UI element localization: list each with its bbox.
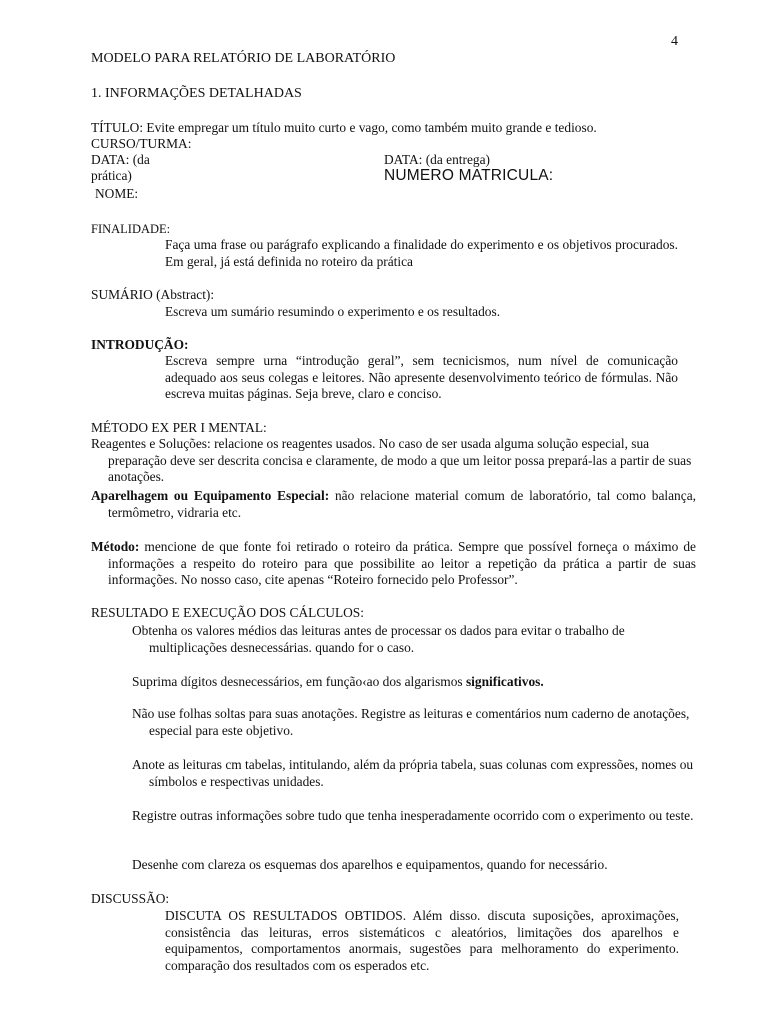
discussao-heading: DISCUSSÃO: <box>91 891 170 906</box>
page-number: 4 <box>671 34 678 49</box>
resultado-item-3: Não use folhas soltas para suas anotações. Registre as leituras e comentários num caderno de anotações, especial para este objetivo. <box>132 706 690 738</box>
metodo-experimental-heading: MÉTODO EX PER I MENTAL: <box>91 420 267 435</box>
data-pratica-field: DATA: (da <box>91 152 150 167</box>
curso-turma-field: CURSO/TURMA: <box>91 136 192 151</box>
resultado-item-2 <box>132 674 544 691</box>
data-entrega-field: DATA: (da entrega) <box>384 152 491 167</box>
sumario-heading: SUMÁRIO (Abstract): <box>91 287 215 302</box>
titulo-field: TÍTULO: Evite empregar um título muito curto e vago, como também muito grande e tedioso. <box>91 120 597 135</box>
resultado-item-5: Registre outras informações sobre tudo que tenha inesperadamente ocorrido com o experimento ou teste. <box>132 808 694 823</box>
resultado-item-2-text: Suprima dígitos desnecessários, em função‹ao dos algarismos <box>132 674 466 689</box>
finalidade-text: Faça uma frase ou parágrafo explicando a finalidade do experimento e os objetivos procurados. Em geral, já está definida no roteiro da prática <box>165 237 678 269</box>
resultado-item-4: Anote as leituras cm tabelas, intitulando, além da própria tabela, suas colunas com expressões, nomes ou símbolos e respectivas unidades. <box>132 757 694 789</box>
resultado-heading: RESULTADO E EXECUÇÃO DOS CÁLCULOS: <box>91 605 364 620</box>
introducao-heading: INTRODUÇÃO: <box>91 337 189 352</box>
aparelhagem-text: não relacione material comum de laboratório, tal como balança, termômetro, vidraria etc. <box>108 488 696 520</box>
resultado-item-1: Obtenha os valores médios das leituras antes de processar os dados para evitar o trabalho de multiplicações desnecessárias. quando for o caso. <box>132 623 625 655</box>
data-pratica-field-continued: prática) <box>91 168 132 183</box>
finalidade-heading: FINALIDADE: <box>91 222 171 236</box>
aparelhagem-label: Aparelhagem ou Equipamento Especial: <box>91 488 330 503</box>
resultado-item-6: Desenhe com clareza os esquemas dos aparelhos e equipamentos, quando for necessário. <box>132 857 608 872</box>
aparelhagem-paragraph <box>91 488 696 521</box>
document-title: MODELO PARA RELATÓRIO DE LABORATÓRIO <box>91 51 396 66</box>
section-heading-informacoes: 1. INFORMAÇÕES DETALHADAS <box>91 86 302 101</box>
introducao-text: Escreva sempre urna “introdução geral”, sem tecnicismos, num nível de comunicação adequado aos seus colegas e leitores. Não apresente desenvolvimento teórico de fórmulas. Não escreva muitas páginas. Seja breve, claro e conciso. <box>165 353 678 401</box>
numero-matricula-field: NUMERO MATRICULA: <box>384 167 554 184</box>
metodo-text: mencione de que fonte foi retirado o roteiro da prática. Sempre que possível forneça o máximo de informações a respeito do roteiro para que possibilite ao leitor a repetição da prática a partir de suas informações. No nosso caso, cite apenas “Roteiro fornecido pelo Professor”. <box>108 539 696 587</box>
metodo-paragraph <box>91 539 696 589</box>
reagentes-paragraph: Reagentes e Soluções: relacione os reagentes usados. No caso de ser usada alguma solução especial, sua preparação deve ser descrita concisa e claramente, de modo a que um leitor possa prepará-las a partir de suas anotações. <box>91 436 692 484</box>
sumario-text: Escreva um sumário resumindo o experimento e os resultados. <box>165 304 501 319</box>
discussao-text: DISCUTA OS RESULTADOS OBTIDOS. Além disso. discuta suposições, aproximações, consistência das leituras, erros sistemáticos c aleatórios, limitações dos aparelhos e equipamentos, comportamentos anormais, sugestões para melhoramento do experimento. comparação dos resultados com os esperados etc. <box>165 908 679 973</box>
metodo-label: Método: <box>91 539 140 554</box>
nome-field: NOME: <box>95 186 139 201</box>
resultado-item-2-bold: significativos. <box>465 674 544 689</box>
